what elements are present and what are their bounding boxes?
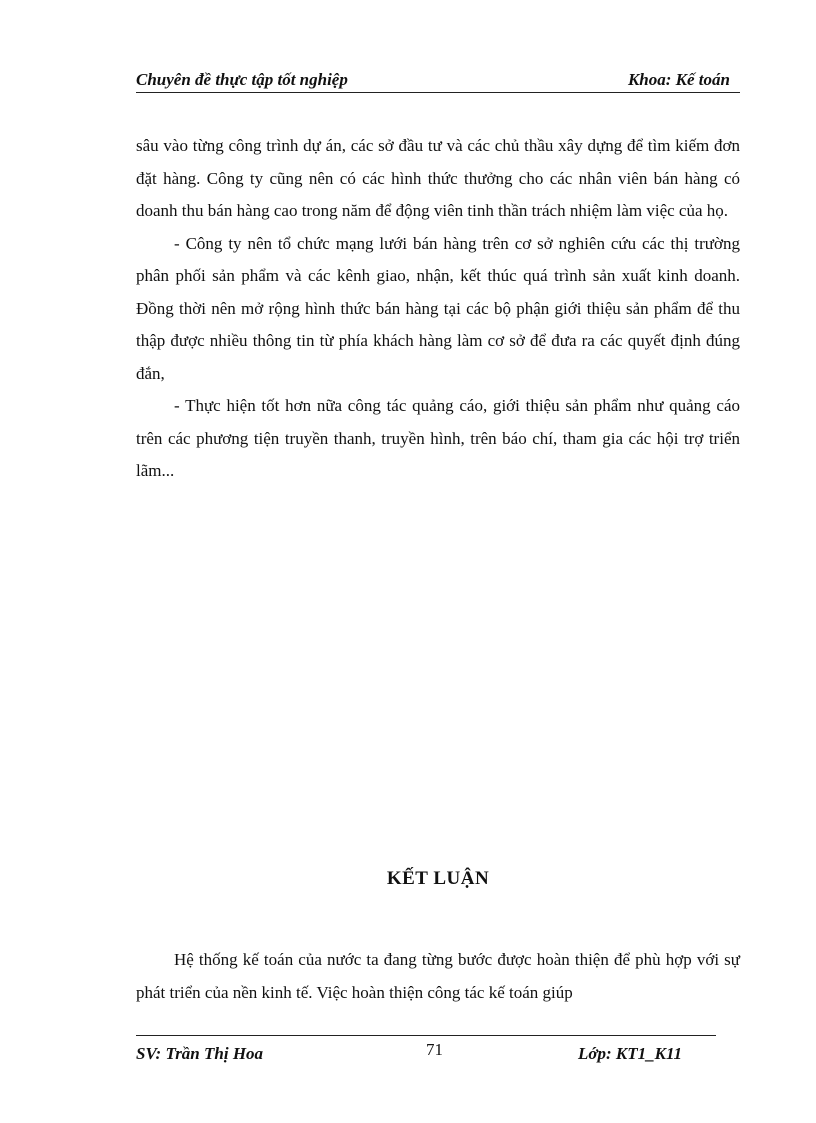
page-number: 71	[426, 1040, 443, 1059]
body-paragraph-3: - Thực hiện tốt hơn nữa công tác quảng cáo, giới thiệu sản phẩm như quảng cáo trên các phương tiện truyền thanh, truyền hình, trên báo chí, tham gia các hội trợ triển lãm...	[136, 396, 740, 480]
conclusion-text	[136, 944, 740, 1009]
footer-class: Lớp: KT1_K11	[578, 1044, 683, 1063]
body-paragraph-2: - Công ty nên tổ chức mạng lưới bán hàng trên cơ sở nghiên cứu các thị trường phân phối sản phẩm và các kênh giao, nhận, kết thúc quá trình sản xuất kinh doanh. Đồng thời nên mở rộng hình thức bán hàng tại các bộ phận giới thiệu sản phẩm để thu thập được nhiều thông tin từ phía khách hàng làm cơ sở để đưa ra các quyết định đúng đắn,	[136, 233, 740, 383]
conclusion-paragraph: Hệ thống kế toán của nước ta đang từng bước được hoàn thiện để phù hợp với sự phát triển của nền kinh tế. Việc hoàn thiện công tác kế toán giúp	[136, 950, 740, 1002]
header-department: Khoa: Kế toán	[627, 70, 730, 89]
footer-student: SV: Trần Thị Hoa	[136, 1044, 264, 1063]
footer-divider	[136, 1035, 716, 1036]
conclusion-title: KẾT LUẬN	[386, 868, 490, 889]
body-paragraph-1: sâu vào từng công trình dự án, các sở đầu tư và các chủ thầu xây dựng để tìm kiếm đơn đặt hàng. Công ty cũng nên có các hình thức thưởng cho các nhân viên bán hàng có doanh thu bán hàng cao trong năm để động viên tinh thần trách nhiệm làm việc của họ.	[136, 136, 740, 220]
page-header	[136, 68, 740, 93]
header-title: Chuyên đề thực tập tốt nghiệp	[136, 70, 348, 89]
body-text	[136, 130, 740, 488]
